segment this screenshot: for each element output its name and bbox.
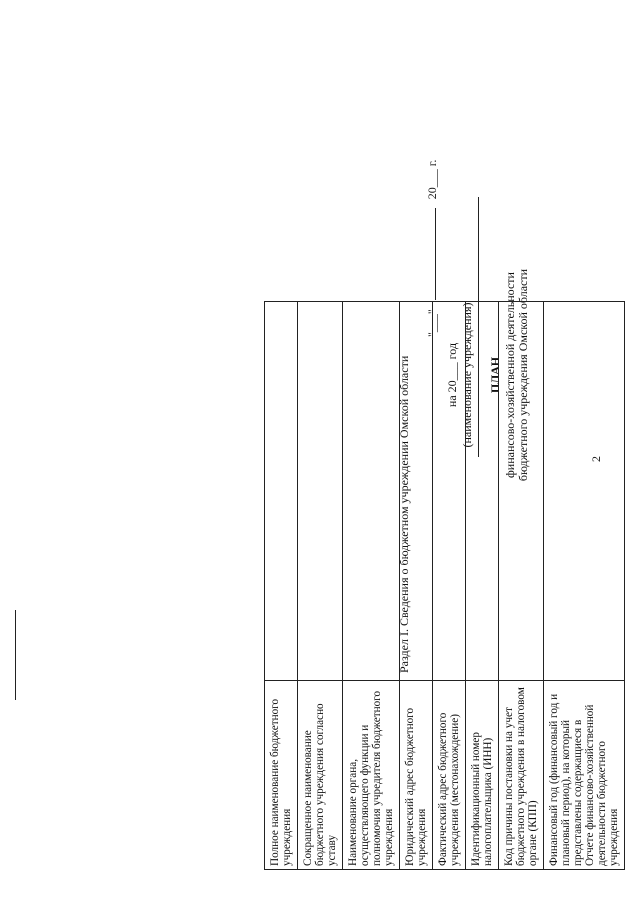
row-value xyxy=(499,302,544,681)
table-row xyxy=(544,302,625,870)
footnote-separator xyxy=(15,610,16,700)
row-value xyxy=(400,302,433,681)
plan-year-line: на 20___ год xyxy=(445,342,459,408)
table-row xyxy=(499,302,544,870)
plan-title: ПЛАН xyxy=(488,356,502,394)
plan-subtitle-line2: бюджетного учреждения Омской области xyxy=(516,268,530,482)
page-number: 2 xyxy=(589,456,603,462)
row-value xyxy=(343,302,400,681)
table-row xyxy=(466,302,499,870)
institution-info-table xyxy=(264,301,625,870)
row-label: Финансовый год (финансовый год и плановый период), на который представлены содержащиеся в Отчете финансово-хозяйственной деятельности бюджетного учреждения xyxy=(544,681,625,870)
row-label: Фактический адрес бюджетного учреждения (местонахождение) xyxy=(433,681,466,870)
row-value xyxy=(265,302,298,681)
row-label: Юридический адрес бюджетного учреждения xyxy=(400,681,433,870)
table-row xyxy=(343,302,400,870)
section-title: Раздел I. Сведения о бюджетном учреждении Омской области xyxy=(397,355,411,673)
row-label: Полное наименование бюджетного учреждения xyxy=(265,681,298,870)
institution-name-caption: (наименование учреждения) xyxy=(460,302,474,448)
row-label: Сокращенное наименование бюджетного учреждения согласно уставу xyxy=(298,681,343,870)
table-row xyxy=(400,302,433,870)
row-label: Код причины постановки на учет бюджетного учреждения в налоговом органе (КПП) xyxy=(499,681,544,870)
plan-subtitle-line1: финансово-хозяйственной деятельности xyxy=(503,272,517,478)
row-label: Наименование органа, осуществляющего функции и полномочия учредителя бюджетного учреждения xyxy=(343,681,400,870)
row-value xyxy=(433,302,466,681)
row-label: Идентификационный номер налогоплательщика (ИНН) xyxy=(466,681,499,870)
date-day: "___" xyxy=(425,309,439,337)
table-row xyxy=(265,302,298,870)
row-value xyxy=(466,302,499,681)
date-line xyxy=(425,37,440,337)
row-value xyxy=(544,302,625,681)
row-value xyxy=(298,302,343,681)
table-row xyxy=(433,302,466,870)
table-row xyxy=(298,302,343,870)
date-month-blank xyxy=(435,208,436,300)
date-year: 20___ г. xyxy=(425,159,439,200)
